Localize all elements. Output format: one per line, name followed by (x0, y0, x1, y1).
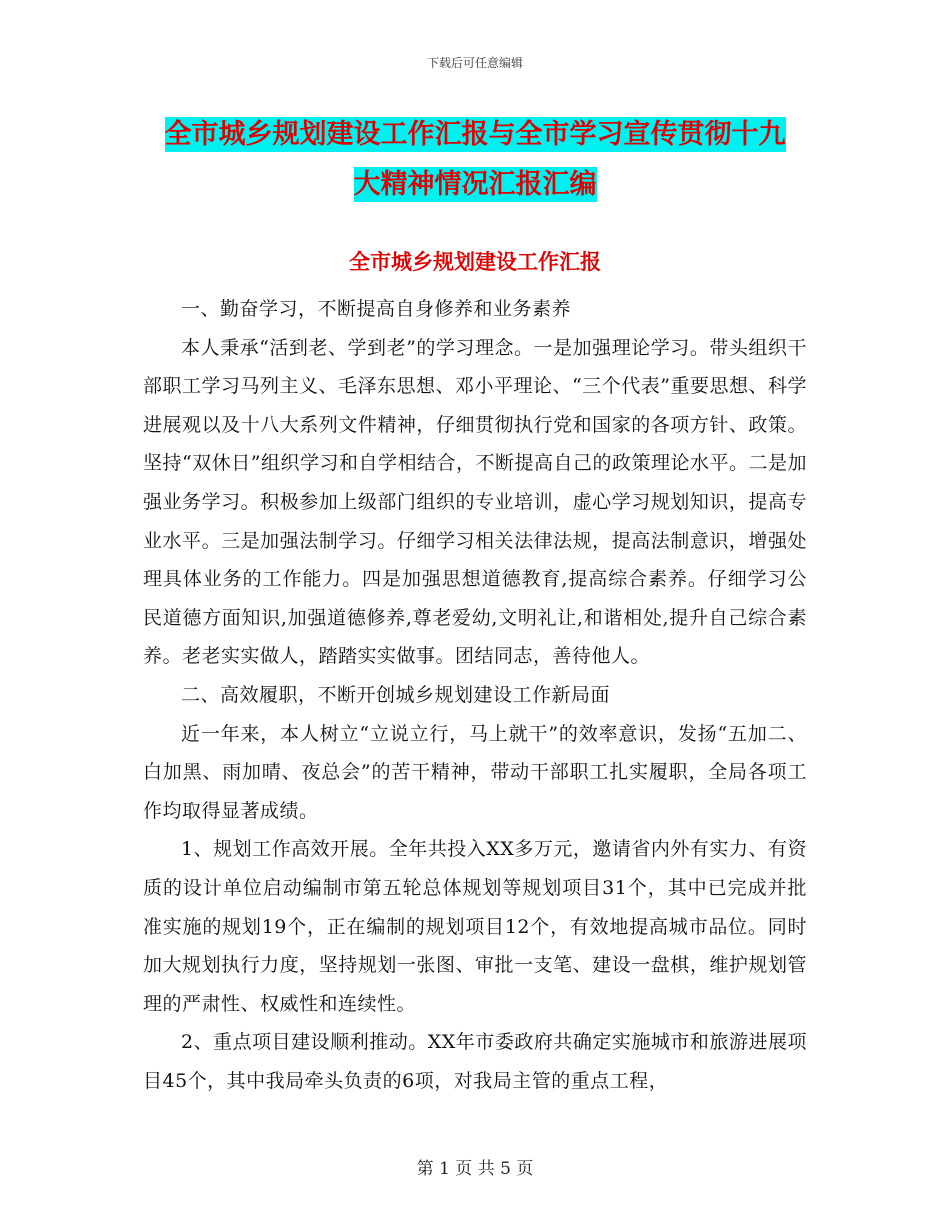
body-text (143, 290, 807, 1100)
document-title-line-1: 全市城乡规划建设工作汇报与全市学习宣传贯彻十九 (164, 119, 786, 150)
paragraph: 1、规划工作高效开展。全年共投入XX多万元，邀请省内外有实力、有资质的设计单位启动编制市第五轮总体规划等规划项目31个，其中已完成并批准实施的规划19个，正在编制的规划项目12个，有效地提高城市品位。同时加大规划执行力度，坚持规划一张图、审批一支笔、建设一盘棋，维护规划管理的严肃性、权威性和连续性。 (143, 838, 807, 1015)
document-title-line-2: 大精神情况汇报汇编 (353, 169, 597, 200)
page-footer: 第 1 页 共 5 页 (416, 1159, 534, 1179)
paragraph: 2、重点项目建设顺利推动。XX年市委政府共确定实施城市和旅游进展项目45个，其中我局牵头负责的6项，对我局主管的重点工程， (143, 1031, 807, 1092)
document-title (140, 110, 810, 210)
header-note: 下载后可任意编辑 (426, 56, 523, 70)
paragraph: 近一年来，本人树立“立说立行，马上就干”的效率意识，发扬“五加二、白加黑、雨加晴、夜总会”的苦干精神，带动干部职工扎实履职，全局各项工作均取得显著成绩。 (143, 722, 807, 822)
paragraph-heading-2: 二、高效履职，不断开创城乡规划建设工作新局面 (181, 683, 611, 706)
paragraph: 本人秉承“活到老、学到老”的学习理念。一是加强理论学习。带头组织干部职工学习马列主义、毛泽东思想、邓小平理论、“三个代表”重要思想、科学进展观以及十八大系列文件精神，仔细贯彻执行党和国家的各项方针、政策。坚持“双休日”组织学习和自学相结合，不断提高自己的政策理论水平。二是加强业务学习。积极参加上级部门组织的专业培训，虚心学习规划知识，提高专业水平。三是加强法制学习。仔细学习相关法律法规，提高法制意识，增强处理具体业务的工作能力。四是加强思想道德教育,提高综合素养。仔细学习公民道德方面知识,加强道德修养,尊老爱幼,文明礼让,和谐相处,提升自己综合素养。老老实实做人，踏踏实实做事。团结同志，善待他人。 (143, 336, 807, 668)
section-title: 全市城乡规划建设工作汇报 (349, 250, 601, 274)
paragraph-heading-1: 一、勤奋学习，不断提高自身修养和业务素养 (181, 298, 572, 320)
